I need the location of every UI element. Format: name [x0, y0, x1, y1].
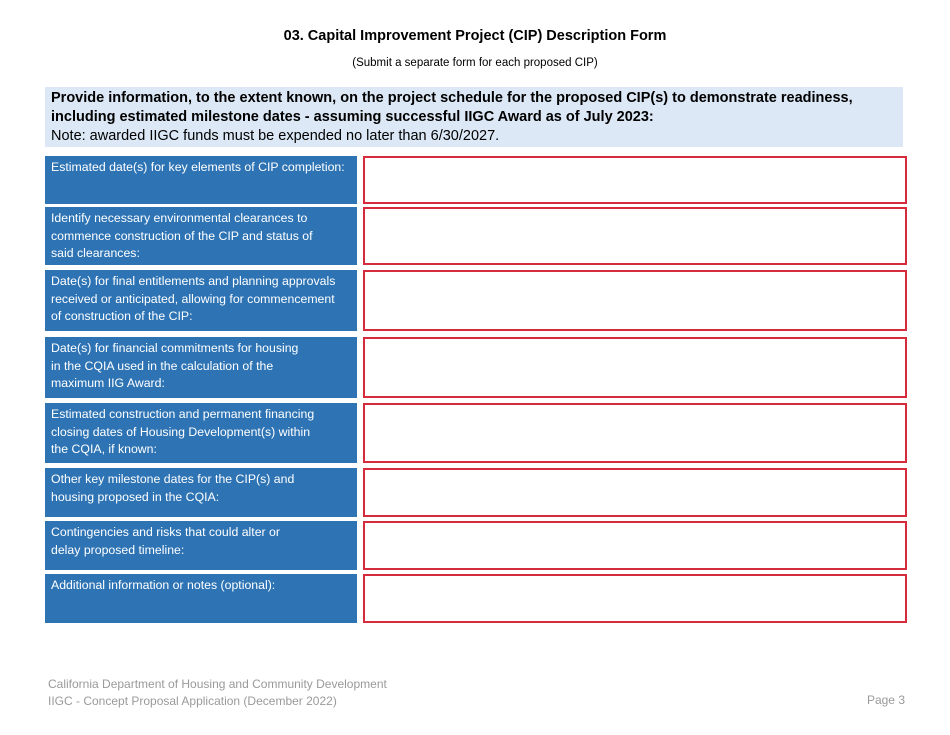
form-row-other-milestones	[45, 468, 907, 517]
form-row-cip-completion	[45, 156, 907, 204]
footer-organization: California Department of Housing and Community Development	[48, 677, 387, 691]
form-title: 03. Capital Improvement Project (CIP) Description Form	[283, 28, 667, 44]
cip-completion-dates-input[interactable]	[363, 156, 907, 204]
entitlements-dates-input[interactable]	[363, 270, 907, 331]
form-row-construction-financing	[45, 403, 907, 463]
construction-financing-dates-input[interactable]	[363, 403, 907, 463]
field-label: Date(s) for financial commitments for housing in the CQIA used in the calculation of the maximum IIG Award:	[45, 337, 357, 398]
page-number: Page 3	[866, 693, 905, 707]
form-row-additional-notes	[45, 574, 907, 623]
footer-info	[48, 676, 387, 710]
footer-document-name: IIGC - Concept Proposal Application (December 2022)	[48, 694, 337, 708]
field-label: Estimated construction and permanent financing closing dates of Housing Development(s) within the CQIA, if known:	[45, 403, 357, 463]
field-label: Date(s) for final entitlements and planning approvals received or anticipated, allowing for commencement of construction of the CIP:	[45, 270, 357, 331]
contingencies-risks-input[interactable]	[363, 521, 907, 570]
instructions-text: Provide information, to the extent known, on the project schedule for the proposed CIP(s) to demonstrate readiness, including estimated milestone dates - assuming successful IIGC Award as of July 2023:	[51, 90, 853, 125]
form-subtitle: (Submit a separate form for each proposed CIP)	[352, 57, 598, 69]
field-label: Contingencies and risks that could alter or delay proposed timeline:	[45, 521, 357, 570]
field-label: Other key milestone dates for the CIP(s) and housing proposed in the CQIA:	[45, 468, 357, 517]
instructions-box	[45, 87, 903, 147]
environmental-clearances-input[interactable]	[363, 207, 907, 265]
form-row-environmental-clearances	[45, 207, 907, 265]
form-row-contingencies	[45, 521, 907, 570]
deadline-note: Note: awarded IIGC funds must be expended no later than 6/30/2027.	[51, 128, 500, 144]
form-row-financial-commitments	[45, 337, 907, 398]
field-label: Identify necessary environmental clearances to commence construction of the CIP and status of said clearances:	[45, 207, 357, 265]
form-row-entitlements	[45, 270, 907, 331]
field-label: Estimated date(s) for key elements of CIP completion:	[45, 156, 357, 204]
other-milestones-input[interactable]	[363, 468, 907, 517]
financial-commitments-input[interactable]	[363, 337, 907, 398]
additional-notes-input[interactable]	[363, 574, 907, 623]
field-label: Additional information or notes (optional):	[45, 574, 357, 623]
